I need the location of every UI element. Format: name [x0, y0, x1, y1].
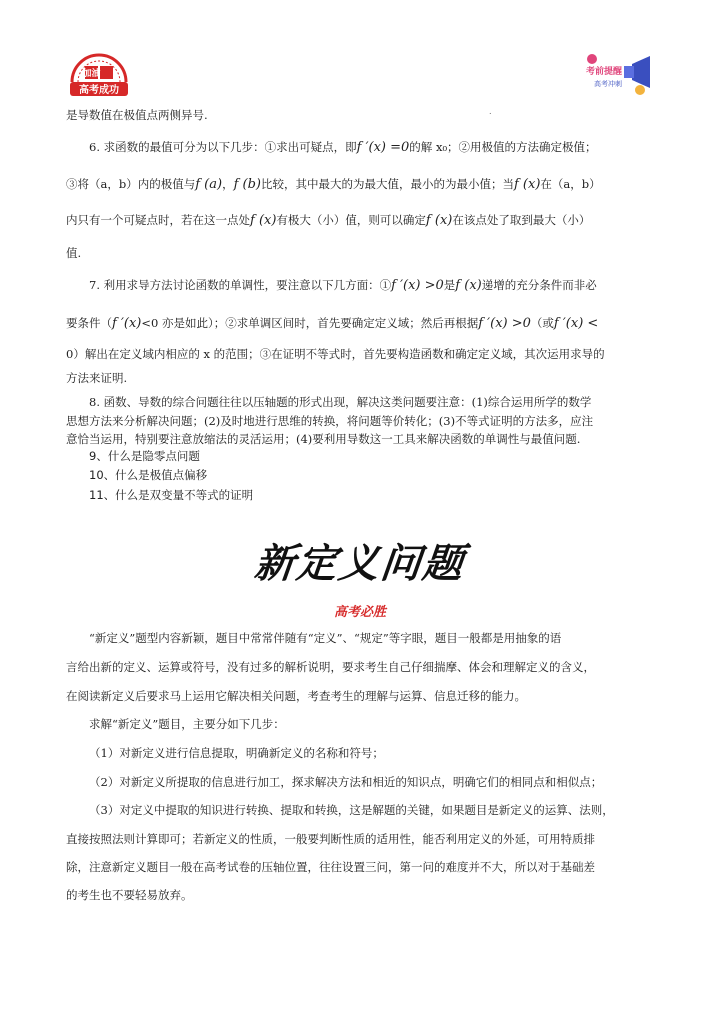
- text: ，: [222, 177, 234, 191]
- step-3-line-b: 直接按照法则计算即可；若新定义的性质，一般要判断性质的适用性，能否利用定义的外延，可用特质排: [66, 832, 595, 846]
- jiayou-logo: [66, 52, 132, 98]
- step-3-line-d: 的考生也不要轻易放弃。: [66, 888, 193, 902]
- point-7-line-d: 方法来证明.: [66, 371, 128, 385]
- formula: f ′(x) =0: [356, 140, 410, 155]
- text: 是: [443, 278, 456, 292]
- step-3-line-c: 除，注意新定义题目一般在高考试卷的压轴位置，往往设置三问，第一问的难度并不大，所以对于基础差: [66, 860, 595, 874]
- formula: f (x): [455, 278, 482, 293]
- tips-logo: [584, 50, 656, 100]
- text: （或: [530, 316, 554, 330]
- text: 在（a，b）: [540, 177, 601, 191]
- formula: f ′(x): [112, 316, 142, 331]
- text: 7. 利用求导方法讨论函数的单调性，要注意以下几方面：①: [89, 278, 392, 292]
- point-8-line-b: 思想方法来分析解决问题；(2)及时地进行思维的转换，将问题等价转化；(3)不等式证明的方法多，应注: [66, 414, 594, 428]
- formula: f (x): [513, 177, 541, 192]
- question-11: 11、什么是双变量不等式的证明: [89, 488, 254, 502]
- section-subtitle: 高考必胜: [333, 605, 386, 620]
- section-title: 新定义问题: [252, 541, 468, 587]
- logo-right-text: 考前提醒: [586, 67, 623, 77]
- text: ③将（a，b）内的极值与: [66, 177, 196, 191]
- formula: f (x): [425, 213, 453, 228]
- text: 递增的充分条件而非必: [481, 278, 597, 292]
- formula: f (b): [233, 177, 261, 192]
- step-3-line-a: （3）对定义中提取的知识进行转换、提取和转换，这是解题的关键，如果题目是新定义的运算、法则，: [89, 803, 614, 817]
- formula: f (a): [195, 177, 223, 192]
- text: <0 亦是如此）；②求单调区间时，首先要确定定义域；然后再根据: [141, 316, 479, 330]
- stray-dot: .: [489, 107, 492, 116]
- step-2: （2）对新定义所提取的信息进行加工，探求解决方法和相近的知识点，明确它们的相同点和相似点；: [89, 775, 603, 789]
- text: 在该点处了取到最大（小）: [452, 213, 591, 227]
- formula: f ′(x) <: [553, 316, 599, 331]
- point-8-line-a: 8. 函数、导数的综合问题往往以压轴题的形式出现，解决这类问题要注意：(1)综合运用所学的数学: [89, 395, 592, 409]
- step-1: （1）对新定义进行信息提取，明确新定义的名称和符号；: [89, 746, 384, 760]
- formula: f ′(x) >0: [391, 278, 444, 293]
- text: 的解 x₀；②用极值的方法确定极值；: [409, 140, 597, 154]
- line-1: 是导数值在极值点两侧异号.: [66, 108, 208, 122]
- intro-line-d: 求解“新定义”题目，主要分如下几步：: [89, 717, 285, 731]
- point-6-line-b: [66, 176, 656, 193]
- formula: f (x): [250, 213, 277, 228]
- text: 有极大（小）值，则可以确定: [276, 213, 426, 227]
- intro-line-b: 言给出新的定义、运算或符号，没有过多的解析说明，要求考生自己仔细揣摩、体会和理解定义的含义，: [66, 660, 595, 674]
- text: 6. 求函数的最值可分为以下几步：①求出可疑点，即: [89, 140, 357, 154]
- point-6-line-c: [66, 212, 656, 229]
- point-6-line-a: [89, 139, 656, 156]
- point-7-line-b: [66, 315, 656, 332]
- point-8-line-c: 意恰当运用，特别要注意放缩法的灵活运用；(4)要利用导数这一工具来解决函数的单调性与最值问题.: [66, 432, 581, 446]
- text: 内只有一个可疑点时，若在这一点处: [66, 213, 250, 227]
- logo-char-1: 加油: [82, 69, 101, 79]
- point-7-line-c: 0）解出在定义域内相应的 x 的范围；③在证明不等式时，首先要构造函数和确定定义域，其次运用求导的: [66, 347, 605, 361]
- intro-line-c: 在阅读新定义后要求马上运用它解决相关问题，考查考生的理解与运算、信息迁移的能力。: [66, 689, 526, 703]
- text: 比较，其中最大的为最大值，最小的为最小值；当: [260, 177, 514, 191]
- point-7-line-a: [89, 277, 656, 294]
- logo-bottom-text: 高考成功: [79, 85, 119, 96]
- point-6-line-d: 值.: [66, 246, 82, 260]
- intro-line-a: “新定义”题型内容新颖，题目中常常伴随有“定义”、“规定”等字眼，题目一般都是用抽象的语: [89, 631, 562, 645]
- question-10: 10、什么是极值点偏移: [89, 468, 208, 482]
- text: 要条件（: [66, 316, 112, 330]
- formula: f ′(x) >0: [478, 316, 531, 331]
- logo-right-sub: 高考冲刺: [594, 80, 622, 88]
- question-9: 9、什么是隐零点问题: [89, 449, 200, 463]
